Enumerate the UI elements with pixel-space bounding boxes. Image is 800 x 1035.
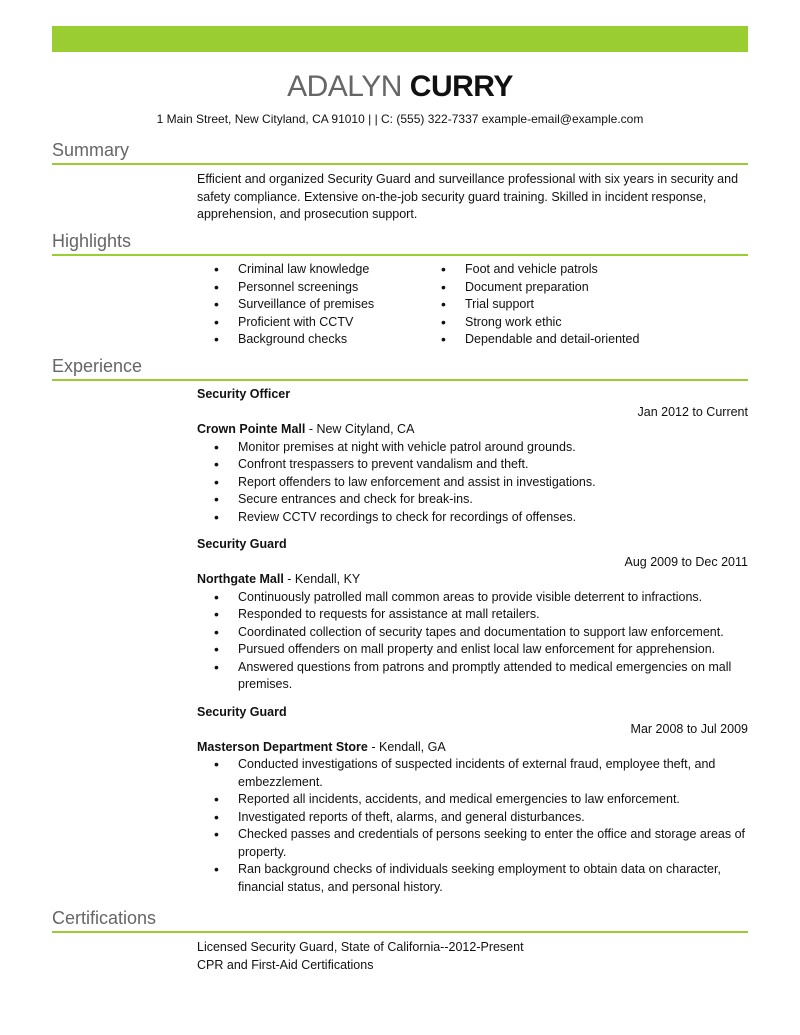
company-location: - Kendall, KY bbox=[283, 572, 361, 586]
job-company bbox=[197, 739, 748, 757]
section-title: Summary bbox=[52, 140, 130, 160]
section-divider bbox=[52, 254, 748, 256]
company-name: Northgate Mall bbox=[197, 572, 284, 586]
highlight-item: • Proficient with CCTV bbox=[197, 314, 424, 332]
duty-item: • Review CCTV recordings to check for recordings of offenses. bbox=[197, 509, 748, 527]
duty-item: • Confront trespassers to prevent vandalism and theft. bbox=[197, 456, 748, 474]
certifications-section bbox=[52, 907, 748, 974]
highlight-item: • Foot and vehicle patrols bbox=[424, 261, 651, 279]
candidate-name bbox=[0, 70, 800, 104]
summary-text: Efficient and organized Security Guard and surveillance professional with six years in security and safety compliance. Extensive on-the-job security guard training. Skilled in incident response, apprehension, and prosecution support. bbox=[197, 172, 739, 221]
company-location: - Kendall, GA bbox=[367, 739, 446, 754]
job-company bbox=[197, 571, 748, 589]
job-title: Security Guard bbox=[197, 704, 287, 719]
duty-item: • Responded to requests for assistance at mall retailers. bbox=[197, 606, 748, 624]
job-dates: Mar 2008 to Jul 2009 bbox=[630, 722, 748, 736]
highlight-item: • Document preparation bbox=[424, 279, 651, 297]
job-title: Security Officer bbox=[197, 387, 291, 401]
duty-item: • Coordinated collection of security tapes and documentation to support law enforcement. bbox=[197, 624, 748, 642]
company-name: Masterson Department Store bbox=[197, 739, 368, 754]
job-duties bbox=[197, 439, 748, 527]
last-name: CURRY bbox=[409, 70, 513, 103]
section-divider bbox=[52, 379, 748, 381]
highlights-section bbox=[52, 230, 748, 349]
duty-item: • Investigated reports of theft, alarms, and general disturbances. bbox=[197, 809, 748, 827]
job-title: Security Guard bbox=[197, 537, 287, 551]
duty-item: • Pursued offenders on mall property and enlist local law enforcement for apprehension. bbox=[197, 641, 748, 659]
highlights-left bbox=[197, 261, 424, 349]
job-entry bbox=[197, 386, 748, 526]
highlight-item: • Criminal law knowledge bbox=[197, 261, 424, 279]
job-duties bbox=[197, 756, 748, 896]
accent-bar bbox=[52, 26, 748, 52]
job-dates: Aug 2009 to Dec 2011 bbox=[624, 554, 748, 569]
highlights-right bbox=[424, 261, 651, 349]
highlight-item: • Trial support bbox=[424, 296, 651, 314]
section-title: Highlights bbox=[52, 231, 132, 251]
duty-item: • Reported all incidents, accidents, and medical emergencies to law enforcement. bbox=[197, 791, 748, 809]
contact-info: 1 Main Street, New Cityland, CA 91010 | | C: (555) 322-7337 example-email@example.com bbox=[156, 112, 644, 126]
duty-item: • Continuously patrolled mall common areas to provide visible deterrent to infractions. bbox=[197, 589, 748, 607]
experience-section bbox=[52, 355, 748, 906]
section-divider bbox=[52, 931, 748, 933]
duty-item: • Conducted investigations of suspected incidents of external fraud, employee theft, and embezzlement. bbox=[197, 756, 748, 791]
duty-item: • Checked passes and credentials of persons seeking to enter the office and storage areas of property. bbox=[197, 826, 748, 861]
section-divider bbox=[52, 163, 748, 165]
job-dates: Jan 2012 to Current bbox=[637, 404, 748, 419]
highlight-item: • Strong work ethic bbox=[424, 314, 651, 332]
certification-item: CPR and First-Aid Certifications bbox=[197, 957, 374, 972]
section-title: Certifications bbox=[52, 908, 157, 928]
duty-item: • Ran background checks of individuals seeking employment to obtain data on character, financial status, and personal history. bbox=[197, 861, 748, 896]
duty-item: • Report offenders to law enforcement and assist in investigations. bbox=[197, 474, 748, 492]
job-company bbox=[197, 421, 748, 439]
duty-item: • Answered questions from patrons and promptly attended to medical emergencies on mall premises. bbox=[197, 659, 748, 694]
job-entry bbox=[197, 704, 748, 897]
certification-item: Licensed Security Guard, State of California--2012-Present bbox=[197, 940, 524, 954]
highlight-item: • Dependable and detail-oriented bbox=[424, 331, 651, 349]
first-name: ADALYN bbox=[287, 70, 402, 103]
highlight-item: • Personnel screenings bbox=[197, 279, 424, 297]
job-entry bbox=[197, 536, 748, 694]
highlight-item: • Background checks bbox=[197, 331, 424, 349]
highlight-item: • Surveillance of premises bbox=[197, 296, 424, 314]
summary-section bbox=[52, 139, 748, 224]
job-duties bbox=[197, 589, 748, 694]
company-location: - New Cityland, CA bbox=[305, 422, 415, 436]
company-name: Crown Pointe Mall bbox=[197, 422, 306, 436]
section-title: Experience bbox=[52, 356, 143, 376]
duty-item: • Monitor premises at night with vehicle patrol around grounds. bbox=[197, 439, 748, 457]
duty-item: • Secure entrances and check for break-ins. bbox=[197, 491, 748, 509]
